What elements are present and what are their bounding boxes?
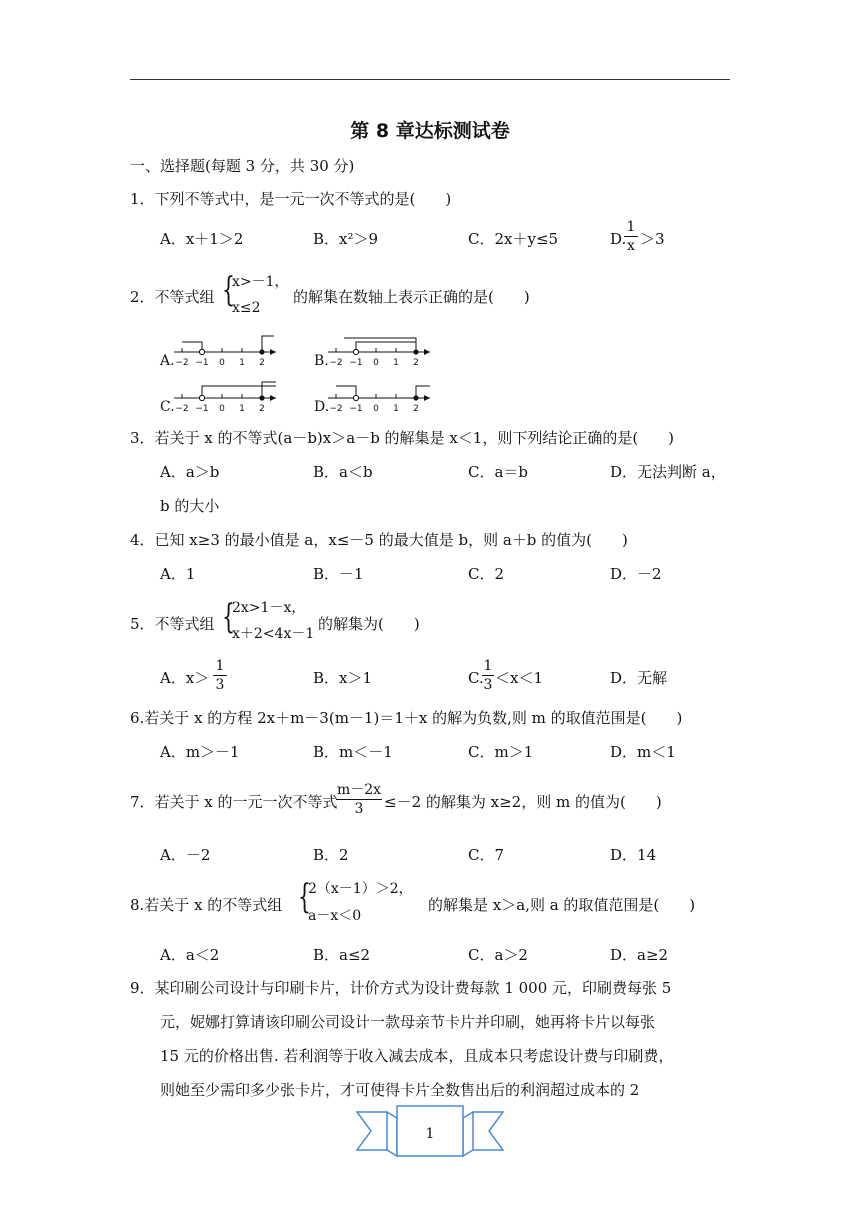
q6-option-c: C．m＞1 <box>468 743 534 761</box>
axis-tick-label: −1 <box>349 358 363 368</box>
q3-option-d-cont: b 的大小 <box>160 497 220 515</box>
q2-number: 2．不等式组 <box>130 288 215 306</box>
q5-brace: { <box>222 597 235 637</box>
q5-option-a-fraction <box>213 657 227 694</box>
q5-option-b: B．x＞1 <box>313 669 373 687</box>
q5-option-c-rest: ＜x＜1 <box>495 669 544 687</box>
solution-range <box>262 382 276 398</box>
open-point <box>353 349 358 354</box>
q1-stem: 1．下列不等式中，是一元一次不等式的是( ) <box>130 190 452 208</box>
page-footer <box>355 1104 505 1164</box>
axis-tick-label: −2 <box>329 404 343 414</box>
q9-line-2: 元，妮娜打算请该印刷公司设计一款母亲节卡片并印刷，她再将卡片以每张 <box>160 1013 656 1031</box>
solution-range <box>416 386 430 398</box>
q6-option-b: B．m＜－1 <box>313 743 393 761</box>
q8-brace: { <box>298 877 311 917</box>
q2-option-a-label: A. <box>160 353 175 369</box>
axis-tick-label: 0 <box>219 358 225 368</box>
q5-option-c-fraction <box>482 657 494 694</box>
q1-option-b: B．x²＞9 <box>313 230 379 248</box>
q4-option-a: A．1 <box>160 565 196 583</box>
q4-option-c: C．2 <box>468 565 505 583</box>
axis-tick-label: 1 <box>393 404 399 414</box>
q5-ineq-1: 2x>1－x， <box>232 600 306 616</box>
q9-line-3: 15 元的价格出售. 若利润等于收入减去成本，且成本只考虑设计费与印刷费， <box>160 1047 674 1065</box>
fraction-numerator: 1 <box>626 219 636 235</box>
fraction-denominator: 3 <box>336 799 382 818</box>
q4-option-b: B．－1 <box>313 565 364 583</box>
solution-range <box>336 386 356 398</box>
q8-tail: 的解集是 x＞a,则 a 的取值范围是( ) <box>428 896 696 914</box>
q3-stem: 3．若关于 x 的不等式(a－b)x＞a－b 的解集是 x＜1，则下列结论正确的是( ) <box>130 429 675 447</box>
axis-tick-label: 2 <box>259 358 265 368</box>
q9-line-4: 则她至少需印多少张卡片，才可使得卡片全数售出后的利润超过成本的 2 <box>160 1081 640 1099</box>
q1-option-c: C．2x＋y≤5 <box>468 230 559 248</box>
solution-range <box>182 342 202 352</box>
page-title: 第 8 章达标测试卷 <box>350 120 510 142</box>
solution-range <box>262 336 274 352</box>
solution-range <box>356 342 416 352</box>
q8-ineq-1: 2（x－1）＞2， <box>308 881 413 897</box>
closed-point <box>413 395 418 400</box>
q1-option-d-rest: ＞3 <box>640 230 665 248</box>
axis-tick-label: −2 <box>329 358 343 368</box>
closed-point <box>413 349 418 354</box>
q6-option-a: A．m＞－1 <box>160 743 240 761</box>
q2-ineq-2: x≤2 <box>232 300 261 316</box>
number-line-a <box>172 330 282 370</box>
q2-brace: { <box>222 270 235 310</box>
q7-tail: ≤－2 的解集为 x≥2，则 m 的值为( ) <box>384 793 662 811</box>
q2-option-d-label: D. <box>314 399 330 415</box>
axis-arrow-icon <box>424 395 430 401</box>
axis-tick-label: −1 <box>195 358 209 368</box>
number-line-c <box>172 376 282 416</box>
q2-tail: 的解集在数轴上表示正确的是( ) <box>293 288 530 306</box>
q7-option-d: D．14 <box>610 846 657 864</box>
axis-tick-label: −2 <box>175 358 189 368</box>
q7-prefix: 7．若关于 x 的一元一次不等式 <box>130 793 338 811</box>
number-line-d <box>326 376 436 416</box>
q5-number: 5．不等式组 <box>130 615 215 633</box>
closed-point <box>259 349 264 354</box>
q8-option-c: C．a＞2 <box>468 946 528 964</box>
q5-tail: 的解集为( ) <box>318 615 420 633</box>
axis-tick-label: −1 <box>349 404 363 414</box>
axis-tick-label: 0 <box>373 358 379 368</box>
q5-option-d: D．无解 <box>610 669 668 687</box>
number-line-b <box>326 330 436 370</box>
fraction-numerator: 1 <box>483 658 493 674</box>
q1-option-d-label: D. <box>610 230 627 248</box>
axis-tick-label: −2 <box>175 404 189 414</box>
q7-fraction <box>336 781 382 818</box>
q8-option-b: B．a≤2 <box>313 946 371 964</box>
q8-number: 8.若关于 x 的不等式组 <box>130 896 283 914</box>
axis-arrow-icon <box>270 395 276 401</box>
axis-arrow-icon <box>270 349 276 355</box>
q2-option-c-label: C. <box>160 399 175 415</box>
axis-tick-label: 1 <box>239 404 245 414</box>
q7-option-a: A．－2 <box>160 846 211 864</box>
q9-line-1: 9．某印刷公司设计与印刷卡片，计价方式为设计费每款 1 000 元，印刷费每张 5 <box>130 979 672 997</box>
q3-option-b: B．a＜b <box>313 463 373 481</box>
q1-option-a: A．x＋1＞2 <box>160 230 244 248</box>
q2-ineq-1: x>－1， <box>232 274 289 290</box>
axis-tick-label: −1 <box>195 404 209 414</box>
fraction-denominator: 3 <box>483 677 493 693</box>
axis-tick-label: 1 <box>393 358 399 368</box>
section-heading: 一、选择题(每题 3 分，共 30 分) <box>130 157 355 175</box>
q8-option-a: A．a＜2 <box>160 946 220 964</box>
q3-option-d: D．无法判断 a， <box>610 463 726 481</box>
q1-option-d-fraction <box>624 218 638 255</box>
q5-ineq-2: x＋2<4x－1 <box>232 626 315 642</box>
q5-option-a-prefix: A．x＞ <box>160 669 210 687</box>
q4-option-d: D．－2 <box>610 565 662 583</box>
axis-tick-label: 2 <box>413 358 419 368</box>
q8-ineq-2: a－x＜0 <box>308 908 362 924</box>
q5-option-c-prefix: C. <box>468 669 484 687</box>
axis-tick-label: 0 <box>373 404 379 414</box>
fraction-numerator: 1 <box>215 658 225 674</box>
q4-stem: 4．已知 x≥3 的最小值是 a，x≤－5 的最大值是 b，则 a＋b 的值为( ) <box>130 531 628 549</box>
fraction-numerator: m－2x <box>336 782 382 798</box>
q7-option-b: B．2 <box>313 846 349 864</box>
q3-option-a: A．a＞b <box>160 463 220 481</box>
axis-tick-label: 2 <box>259 404 265 414</box>
q6-stem: 6.若关于 x 的方程 2x＋m－3(m－1)＝1＋x 的解为负数,则 m 的取值范围是( ) <box>130 709 683 727</box>
axis-arrow-icon <box>424 349 430 355</box>
axis-tick-label: 2 <box>413 404 419 414</box>
axis-tick-label: 0 <box>219 404 225 414</box>
solution-range <box>202 386 276 398</box>
axis-tick-label: 1 <box>239 358 245 368</box>
fraction-denominator: 3 <box>213 675 227 694</box>
q8-option-d: D．a≥2 <box>610 946 669 964</box>
header-rule <box>130 79 730 80</box>
open-point <box>199 395 204 400</box>
page-number: 1 <box>425 1126 435 1142</box>
open-point <box>353 395 358 400</box>
q7-option-c: C．7 <box>468 846 505 864</box>
q3-option-c: C．a＝b <box>468 463 529 481</box>
fraction-denominator: x <box>624 236 638 255</box>
open-point <box>199 349 204 354</box>
closed-point <box>259 395 264 400</box>
q6-option-d: D．m＜1 <box>610 743 676 761</box>
q2-option-b-label: B. <box>314 353 329 369</box>
